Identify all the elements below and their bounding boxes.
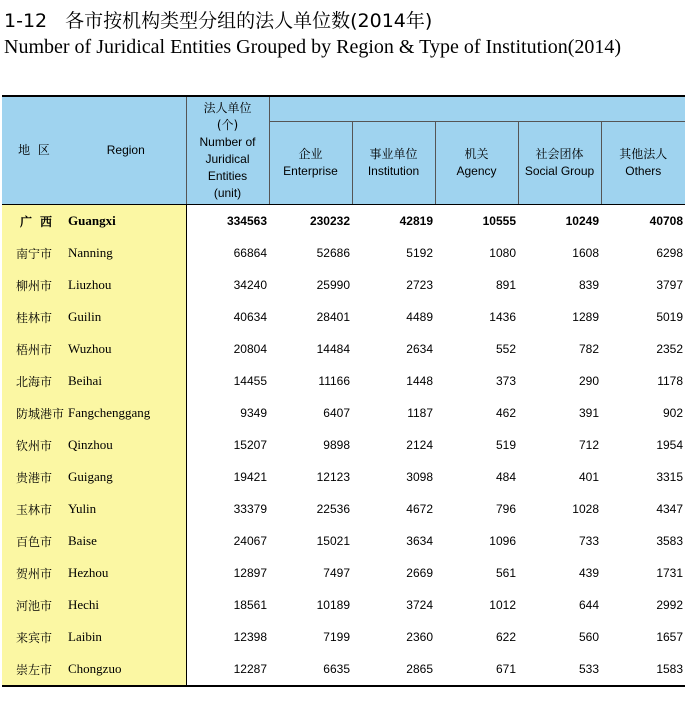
value-institution: 1448: [406, 374, 433, 388]
header-social-group: [518, 122, 601, 205]
value-social-group: 733: [578, 534, 599, 548]
region-name-cn: 钦州市: [2, 429, 66, 461]
header-total: [186, 96, 269, 205]
region-name-cn: 河池市: [2, 589, 66, 621]
header-enterprise-cn: 企业: [298, 147, 323, 161]
value-others: 1178: [657, 374, 684, 388]
table-row: [2, 461, 685, 493]
region-name-en: Hechi: [66, 589, 186, 621]
region-name-en: Hezhou: [66, 557, 186, 589]
value-social-group: 712: [578, 438, 599, 452]
value-total: 14455: [233, 374, 267, 388]
value-total: 18561: [233, 598, 267, 612]
value-agency: 10555: [482, 214, 516, 228]
value-social-group: 391: [578, 406, 599, 420]
value-total: 19421: [233, 470, 267, 484]
header-total-unit: (个): [216, 117, 239, 132]
value-total: 66864: [233, 246, 267, 260]
value-agency: 462: [495, 406, 516, 420]
header-region-cn: 地 区: [2, 96, 66, 205]
table-row: [2, 205, 685, 238]
value-enterprise: 9898: [323, 438, 350, 452]
header-institution-cn: 事业单位: [369, 147, 418, 161]
region-name-cn: 广西: [2, 205, 66, 238]
value-social-group: 290: [578, 374, 599, 388]
table-row: [2, 333, 685, 365]
value-enterprise: 11166: [318, 374, 350, 388]
region-name-en: Qinzhou: [66, 429, 186, 461]
value-agency: 1436: [489, 310, 516, 324]
value-total: 20804: [233, 342, 267, 356]
value-social-group: 782: [578, 342, 599, 356]
value-agency: 622: [495, 630, 516, 644]
region-name-cn: 梧州市: [2, 333, 66, 365]
value-agency: 1080: [489, 246, 516, 260]
value-agency: 484: [495, 470, 516, 484]
value-institution: 2124: [406, 438, 433, 452]
value-others: 3583: [656, 534, 684, 548]
value-others: 3797: [656, 278, 684, 292]
value-institution: 3724: [406, 598, 433, 612]
value-agency: 561: [495, 566, 516, 580]
region-name-en: Guangxi: [66, 205, 186, 238]
value-institution: 3098: [406, 470, 433, 484]
table-row: [2, 269, 685, 301]
table-row: [2, 621, 685, 653]
value-institution: 2669: [406, 566, 433, 580]
value-social-group: 1289: [572, 310, 599, 324]
value-others: 3315: [656, 470, 684, 484]
header-agency: [435, 122, 518, 205]
value-others: 6298: [656, 246, 684, 260]
value-agency: 1096: [489, 534, 516, 548]
region-name-en: Guilin: [66, 301, 186, 333]
value-others: 4347: [656, 502, 684, 516]
value-enterprise: 6635: [269, 653, 352, 686]
header-region-en: Region: [66, 96, 186, 205]
region-name-cn: 来宾市: [2, 621, 66, 653]
table-row: [2, 653, 685, 686]
header-others: [601, 122, 685, 205]
value-enterprise: 230232: [309, 214, 350, 228]
region-name-cn: 贵港市: [2, 461, 66, 493]
value-social-group: 439: [578, 566, 599, 580]
value-others: 1583: [601, 653, 685, 686]
value-enterprise: 52686: [316, 246, 350, 260]
region-name-cn: 防城港市: [2, 397, 66, 429]
table-number: 1-12: [4, 10, 48, 32]
table-body: [2, 205, 685, 687]
header-others-cn: 其他法人: [619, 147, 668, 161]
value-agency: 373: [495, 374, 516, 388]
header-agency-en: Agency: [456, 164, 497, 178]
region-name-cn: 桂林市: [2, 301, 66, 333]
value-institution: 2360: [406, 630, 433, 644]
value-others: 2992: [656, 598, 684, 612]
table-title-cn-text: 各市按机构类型分组的法人单位数(2014年): [65, 10, 433, 32]
value-total: 12897: [233, 566, 267, 580]
value-total: 12287: [186, 653, 269, 686]
value-institution: 3634: [406, 534, 433, 548]
value-others: 5019: [656, 310, 684, 324]
value-agency: 671: [435, 653, 518, 686]
table-title-cn: [4, 6, 432, 33]
value-institution: 4672: [406, 502, 433, 516]
value-others: 40708: [649, 214, 684, 228]
value-institution: 2865: [352, 653, 435, 686]
header-enterprise-en: Enterprise: [283, 164, 338, 178]
data-table: [2, 95, 685, 687]
value-institution: 2634: [406, 342, 433, 356]
table-row: [2, 429, 685, 461]
value-total: 334563: [226, 214, 267, 228]
region-name-en: Guigang: [66, 461, 186, 493]
header-institution-en: Institution: [367, 164, 420, 178]
region-name-cn: 百色市: [2, 525, 66, 557]
header-institution: [352, 122, 435, 205]
value-enterprise: 22536: [316, 502, 350, 516]
region-name-en: Laibin: [66, 621, 186, 653]
value-agency: 796: [495, 502, 516, 516]
value-total: 34240: [233, 278, 267, 292]
region-name-cn: 贺州市: [2, 557, 66, 589]
region-name-en: Fangchenggang: [66, 397, 186, 429]
region-name-en: Beihai: [66, 365, 186, 397]
region-name-en: Nanning: [66, 237, 186, 269]
value-total: 33379: [233, 502, 267, 516]
table-row: [2, 589, 685, 621]
value-others: 1657: [656, 630, 684, 644]
table-row: [2, 525, 685, 557]
value-enterprise: 25990: [316, 278, 350, 292]
header-total-en: Number of Juridical Entities (unit): [199, 134, 256, 200]
region-name-cn: 北海市: [2, 365, 66, 397]
table-title-en: Number of Juridical Entities Grouped by Region & Type of Institution(2014): [4, 36, 622, 58]
header-breakdown-group: [269, 96, 685, 122]
value-total: 9349: [240, 406, 267, 420]
table-row: [2, 301, 685, 333]
value-others: 2352: [656, 342, 684, 356]
header-agency-cn: 机关: [464, 147, 489, 161]
header-others-en: Others: [625, 164, 662, 178]
value-others: 1731: [656, 566, 684, 580]
value-social-group: 533: [518, 653, 601, 686]
value-social-group: 644: [578, 598, 599, 612]
region-name-cn: 崇左市: [2, 653, 66, 686]
value-social-group: 560: [578, 630, 599, 644]
region-name-cn: 柳州市: [2, 269, 66, 301]
header-social-group-cn: 社会团体: [535, 147, 584, 161]
value-others: 902: [663, 406, 684, 420]
value-institution: 2723: [406, 278, 433, 292]
value-enterprise: 6407: [323, 406, 350, 420]
value-institution: 4489: [406, 310, 433, 324]
value-enterprise: 12123: [316, 470, 350, 484]
header-enterprise: [269, 122, 352, 205]
value-total: 24067: [233, 534, 267, 548]
table-row: [2, 397, 685, 429]
table-header: [2, 96, 685, 205]
value-social-group: 10249: [565, 214, 599, 228]
value-institution: 42819: [399, 214, 433, 228]
region-name-en: Chongzuo: [66, 653, 186, 686]
value-social-group: 401: [578, 470, 599, 484]
value-enterprise: 14484: [316, 342, 350, 356]
value-agency: 891: [495, 278, 516, 292]
region-name-en: Baise: [66, 525, 186, 557]
value-enterprise: 28401: [316, 310, 350, 324]
value-agency: 1012: [489, 598, 516, 612]
value-total: 40634: [233, 310, 267, 324]
value-agency: 552: [495, 342, 516, 356]
region-name-en: Yulin: [66, 493, 186, 525]
region-name-en: Liuzhou: [66, 269, 186, 301]
table-row: [2, 237, 685, 269]
region-name-en: Wuzhou: [66, 333, 186, 365]
header-total-cn: 法人单位: [203, 100, 252, 115]
region-name-cn: 玉林市: [2, 493, 66, 525]
value-agency: 519: [495, 438, 516, 452]
region-name-cn: 南宁市: [2, 237, 66, 269]
value-total: 15207: [233, 438, 267, 452]
table-row: [2, 493, 685, 525]
value-institution: 5192: [406, 246, 433, 260]
value-enterprise: 10189: [316, 598, 350, 612]
value-enterprise: 15021: [316, 534, 350, 548]
value-social-group: 1028: [572, 502, 599, 516]
header-social-group-en: Social Group: [524, 164, 595, 178]
value-social-group: 839: [578, 278, 599, 292]
table-row: [2, 557, 685, 589]
table-row: [2, 365, 685, 397]
value-enterprise: 7199: [323, 630, 350, 644]
value-enterprise: 7497: [323, 566, 350, 580]
value-social-group: 1608: [572, 246, 599, 260]
value-institution: 1187: [407, 406, 433, 420]
value-others: 1954: [656, 438, 684, 452]
value-total: 12398: [233, 630, 267, 644]
